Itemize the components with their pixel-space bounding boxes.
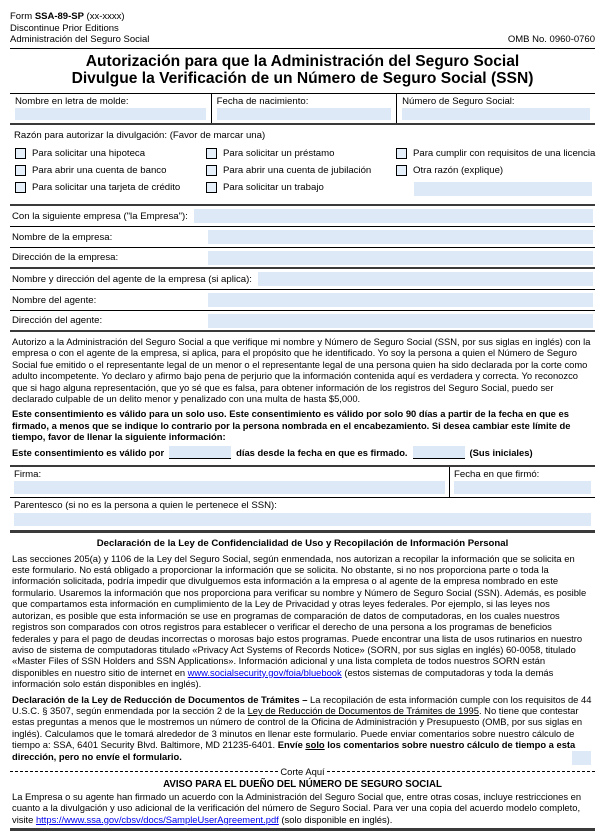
date-signed-cell [450, 467, 595, 498]
reason-option-credit-card[interactable]: Para solicitar una tarjeta de crédito [12, 182, 203, 193]
company-name-input[interactable] [208, 230, 593, 244]
checkbox-icon[interactable] [206, 165, 217, 176]
reason-option-mortgage[interactable]: Para solicitar una hipoteca [12, 148, 203, 159]
agent-header-label: Nombre y dirección del agente de la empresa (si aplica): [12, 273, 252, 285]
company-address-row [10, 248, 595, 269]
agent-header-input[interactable] [258, 272, 593, 286]
notice-paragraph: La Empresa o su agente han firmado un acuerdo con la Administración del Seguro Social que, entre otras cosas, incluye restricciones en cuanto a la divulgación y uso adicional de la verificación del número de Seguro Social. Para ver una copia del acuerdo modelo completo, visite https://www.ssa.gov/cbsv/docs/SampleUserAgreement.pdf (solo disponible en inglés). [12, 790, 582, 825]
reason-section [10, 125, 595, 204]
reason-checkbox-grid [12, 144, 596, 199]
agent-address-input[interactable] [208, 314, 593, 328]
form-number-line: Form SSA-89-SP (xx-xxxx) [10, 11, 125, 22]
company-address-input[interactable] [208, 251, 593, 265]
name-label: Nombre en letra de molde: [15, 95, 129, 107]
checkbox-icon[interactable] [206, 148, 217, 159]
checkbox-icon[interactable] [15, 165, 26, 176]
reason-option-license[interactable]: Para cumplir con requisitos de una licencia [393, 148, 593, 159]
consent-duration-line [12, 446, 593, 459]
discontinue-line: Discontinue Prior Editions [10, 22, 119, 34]
date-signed-label: Fecha en que firmó: [454, 468, 540, 480]
days-input[interactable] [169, 446, 231, 459]
reason-option-other[interactable]: Otra razón (explique) [393, 165, 593, 176]
agent-header-row [10, 269, 595, 290]
name-input[interactable] [15, 108, 206, 120]
reason-option-bank-account[interactable]: Para abrir una cuenta de banco [12, 165, 203, 176]
identity-fields-row [10, 93, 595, 126]
ssn-label: Número de Seguro Social: [402, 95, 515, 107]
with-company-row [10, 206, 595, 227]
checkbox-icon[interactable] [396, 165, 407, 176]
relationship-input[interactable] [14, 513, 591, 526]
cut-here-label: Corte Aquí [280, 765, 325, 777]
privacy-paragraph: Las secciones 205(a) y 1106 de la Ley del Seguro Social, según enmendada, nos autorizan a recopilar la información que se solicita en este formulario. No está obligado a proporcionar la información que se solicita. No obstante, si no nos proporciona parte o toda la información solicitada, podría impedir que divulguemos esta información a la empresa o al agente de la empresa nombrado en este formulario. Usaremos la información que nos proporciona para verificar su nombre y Número de Seguro Social (SSN). Además, es posible que compartamos esta información en cumplimiento de la Ley de Privacidad y otras leyes federales. Por ejemplo, si las leyes nos autorizan, es posible que esta información se use en programas de comparación de datos de computadoras, en los cuales nuestros registros son comparados con otros registros para establecer o verificar el derecho de una persona a los programas de beneficios federales y para el pago de deudas incorrectas o morosas bajo estos programas. Puede encontrar una lista de usos rutinarios en nuestro aviso de sistema de computadoras titulado «Privacy Act Systems of Records Notice» (SORN, por sus siglas en inglés) 60-0058, titulado «Master Files of SSN Holders and SSN Applications». Información adicional y una lista completa de todos nuestros SORN están disponibles en nuestro sitio de internet en www.socialsecurity.gov/foia/bluebook (estos sistemas de computadoras y toda la demás información solo están disponibles en inglés). [12, 552, 587, 690]
omb-number: OMB No. 0960-0760 [507, 34, 595, 45]
name-field-cell [10, 94, 211, 124]
company-name-label: Nombre de la empresa: [12, 231, 113, 243]
checkbox-icon[interactable] [15, 182, 26, 193]
agency-line: Administración del Seguro Social [10, 34, 150, 45]
relationship-label: Parentesco (si no es la persona a quien le pertenece el SSN): [14, 500, 277, 512]
cut-here-line [10, 766, 595, 777]
consent-prefix: Este consentimiento es válido por [12, 446, 165, 458]
form-title: Autorización para que la Administración del Seguro Social Divulgue la Verificación de un Número de Seguro Social (SSN) [71, 52, 534, 87]
company-address-label: Dirección de la empresa: [12, 252, 119, 263]
signature-label: Firma: [14, 468, 42, 480]
stray-form-field[interactable] [572, 751, 591, 765]
ssn-field-cell [396, 94, 595, 124]
reason-column-1 [12, 144, 203, 199]
ssn-input[interactable] [402, 108, 590, 120]
privacy-heading: Declaración de la Ley de Confidencialidad de Uso y Recopilación de Información Personal [96, 537, 509, 549]
dob-label: Fecha de nacimiento: [216, 95, 309, 107]
signature-cell [10, 467, 450, 498]
paperwork-act-reference: Ley de Reducción de Documentos de Trámites de 1995 [247, 704, 479, 716]
agent-address-row [10, 311, 595, 332]
reason-heading: Razón para autorizar la divulgación: (Favor de marcar una) [14, 130, 266, 141]
paperwork-lead: Declaración de la Ley de Reducción de Documentos de Trámites – [12, 693, 311, 705]
form-id-block [10, 11, 149, 46]
notice-heading: AVISO PARA EL DUEÑO DEL NÚMERO DE SEGURO SOCIAL [163, 778, 442, 790]
agent-name-input[interactable] [208, 293, 593, 307]
date-signed-input[interactable] [454, 481, 591, 494]
checkbox-icon[interactable] [206, 182, 217, 193]
sample-agreement-link[interactable]: https://www.ssa.gov/cbsv/docs/SampleUserAgreement.pdf [35, 813, 279, 825]
other-reason-input[interactable] [414, 182, 592, 196]
initials-input[interactable] [413, 446, 465, 459]
consent-suffix: (Sus iniciales) [469, 446, 533, 458]
agent-name-label: Nombre del agente: [12, 294, 97, 306]
with-company-label: Con la siguiente empresa ("la Empresa"): [12, 210, 188, 222]
cut-dashes-left [10, 771, 278, 772]
company-section [10, 204, 595, 332]
cut-dashes-right [327, 771, 595, 772]
signature-input[interactable] [14, 481, 445, 494]
reason-option-retirement-account[interactable]: Para abrir una cuenta de jubilación [203, 165, 393, 176]
agent-address-label: Dirección del agente: [12, 315, 103, 326]
signature-row [10, 465, 595, 498]
checkbox-icon[interactable] [396, 148, 407, 159]
dob-input[interactable] [217, 108, 391, 120]
reason-column-2 [203, 144, 393, 199]
dob-field-cell [211, 94, 396, 124]
bluebook-link[interactable]: www.socialsecurity.gov/foia/bluebook [187, 666, 342, 678]
reason-option-loan[interactable]: Para solicitar un préstamo [203, 148, 393, 159]
relationship-row [10, 497, 595, 533]
checkbox-icon[interactable] [15, 148, 26, 159]
consent-paragraph: Este consentimiento es válido para un solo uso. Este consentimiento es válido por solo 90 días a partir de la fecha en que es firmado, a menos que se indique lo contrario por la persona nombrada en el encabezamiento. Si desea cambiar este límite de tiempo, favor de llenar la siguiente información: [12, 408, 571, 443]
reason-column-3 [393, 144, 596, 199]
authorization-paragraph: Autorizo a la Administración del Seguro Social a que verifique mi nombre y Número de Seguro Social (SSN, por sus siglas en inglés) con la empresa o con el agente de la empresa, si aplica, para el propósito que he identificado. Yo soy la persona a quien el Número de Seguro Social fue emitido o el representante legal de un menor o el representante legal de una persona quien ha sido declarada por la corte como adulto incompetente. Yo declaro y afirmo bajo pena de perjurio que la información contenida aquí es verdadera y correcta. Yo reconozco que si hago alguna representación, que yo sé que es falsa, para obtener información de los registros del Seguro Social, puedo ser declarado culpable de un delito menor y penalizado con una multa de hasta $5,000. [12, 336, 591, 405]
form-header [10, 11, 595, 49]
paperwork-paragraph: Declaración de la Ley de Reducción de Documentos de Trámites – La recopilación de esta información cumple con los requisitos de 44 U.S.C. § 3507, según enmendada por la sección 2 de la Ley de Reducción de Documentos de Trámites de 1995. No tiene que contestar estas preguntas a menos que le mostremos un número de control de la Oficina de Administración y Presupuesto (OMB, por sus siglas en inglés). Calculamos que le tomará alrededor de 3 minutos en llenar este formulario. Puede enviar comentarios sobre nuestro cálculo de tiempo a: SSA, 6401 Security Blvd. Baltimore, MD 21235-6401. Envíe solo los comentarios sobre nuestro cálculo de tiempo a esta dirección, pero no envíe el formulario. [12, 693, 592, 762]
consent-middle: días desde la fecha en que es firmado. [236, 446, 408, 458]
agent-name-row [10, 290, 595, 311]
reason-option-job[interactable]: Para solicitar un trabajo [203, 182, 393, 193]
company-name-row [10, 227, 595, 248]
with-company-input[interactable] [194, 209, 593, 223]
